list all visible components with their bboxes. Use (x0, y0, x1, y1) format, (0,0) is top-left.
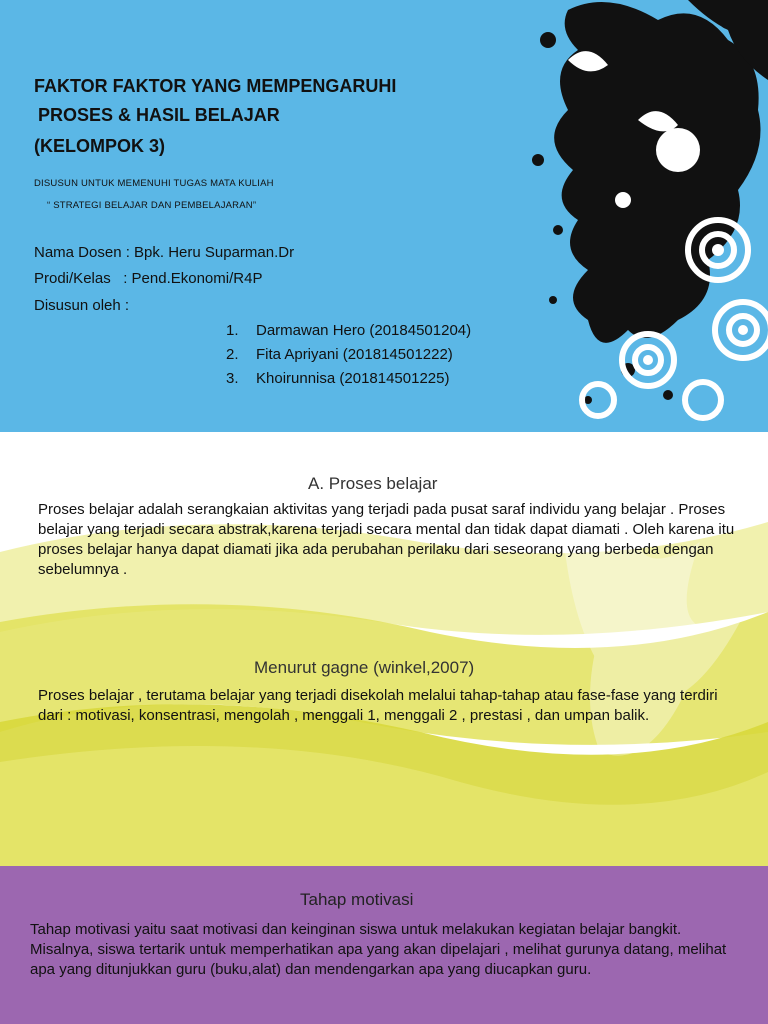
section-heading-a: A. Proses belajar (308, 474, 438, 493)
wave-background-decoration (0, 432, 768, 866)
member-name: Darmawan Hero (20184501204) (256, 322, 472, 339)
member-name: Khoirunnisa (201814501225) (256, 370, 450, 387)
paragraph-gagne: Proses belajar , terutama belajar yang terjadi disekolah melalui tahap-tahap atau fase-fase yang terdiri dari : motivasi, konsentrasi, mengolah , menggali 1, menggali 2 , prestasi , dan umpan balik. (38, 687, 718, 724)
dosen-info: Nama Dosen : Bpk. Heru Suparman.Dr (34, 244, 295, 261)
member-name: Fita Apriyani (201814501222) (256, 346, 453, 363)
paragraph-tahap-motivasi: Tahap motivasi yaitu saat motivasi dan keinginan siswa untuk melakukan kegiatan belajar bangkit. Misalnya, siswa tertarik untuk memperhatikan apa yang akan dipelajari , melihat gurunya datang, melihat apa yang ditunjukkan guru (buku,alat) dan mendengarkan apa yang diucapkan guru. (30, 921, 727, 978)
title-slide (0, 0, 768, 432)
disusun-label: Disusun oleh : (34, 297, 130, 314)
member-number: 3. (226, 370, 239, 387)
title-line-3: (KELOMPOK 3) (34, 136, 166, 156)
title-line-1: FAKTOR FAKTOR YANG MEMPENGARUHI (34, 76, 397, 96)
ink-splash-decoration (528, 0, 768, 432)
member-number: 1. (226, 322, 239, 339)
member-number: 2. (226, 346, 239, 363)
title-line-2: PROSES & HASIL BELAJAR (38, 105, 280, 125)
subtitle-line-2: “ STRATEGI BELAJAR DAN PEMBELAJARAN” (47, 200, 257, 211)
paragraph-proses-belajar: Proses belajar adalah serangkaian aktivitas yang terjadi pada pusat saraf individu yang belajar . Proses belajar yang terjadi secara abstrak,karena terjadi secara mental dan tidak dapat diamati . Oleh karena itu proses belajar hanya dapat diamati jika ada perubahan perilaku dari seseorang yang berbeda dengan sebelumnya . (38, 501, 735, 578)
member-item (226, 322, 471, 339)
member-item (226, 346, 453, 363)
content-slide-proses-belajar (0, 432, 768, 866)
content-slide-tahap-motivasi (0, 866, 768, 1024)
subtitle-line-1: DISUSUN UNTUK MEMENUHI TUGAS MATA KULIAH (34, 178, 274, 189)
section-heading-gagne: Menurut gagne (winkel,2007) (254, 658, 475, 677)
member-item (226, 370, 449, 387)
section-heading-tahap-motivasi: Tahap motivasi (300, 890, 414, 909)
prodi-info: Prodi/Kelas : Pend.Ekonomi/R4P (34, 270, 263, 287)
